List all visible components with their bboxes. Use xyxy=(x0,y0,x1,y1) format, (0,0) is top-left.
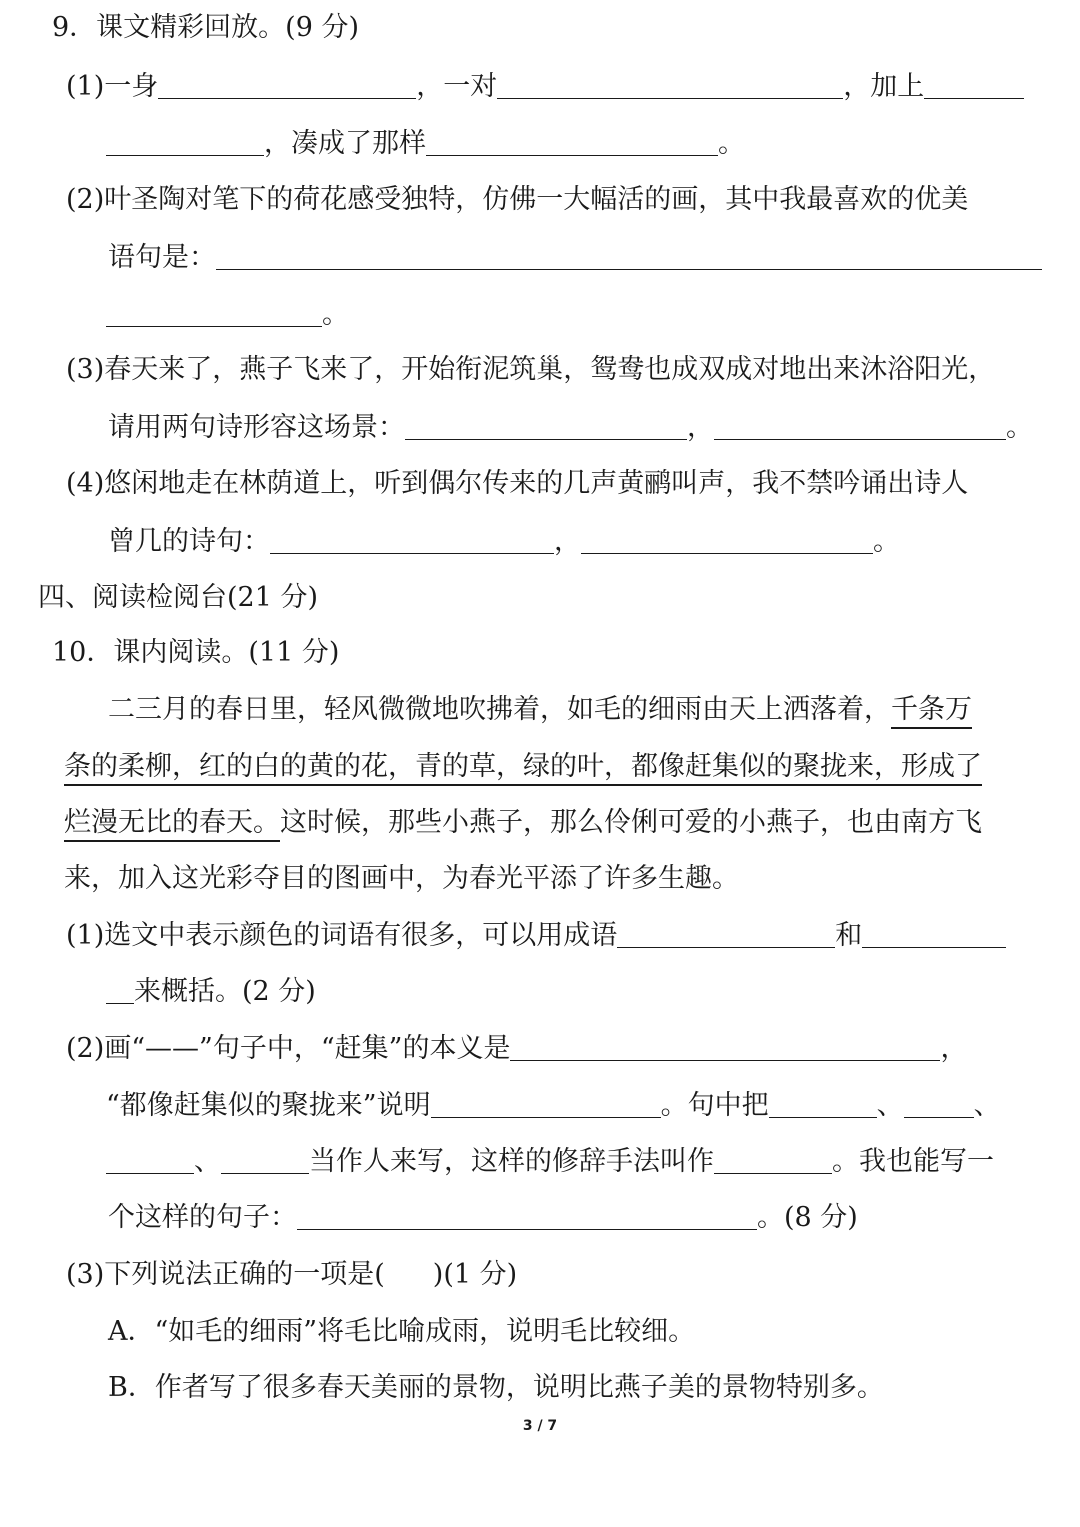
q10-2-line2: “都像赶集似的聚拢来”说明 。句中把 、 、 xyxy=(106,1086,1001,1126)
page-number: 3 / 7 xyxy=(522,1418,558,1434)
blank-field[interactable] xyxy=(862,917,1006,948)
blank-field[interactable] xyxy=(431,1087,661,1118)
blank-field[interactable] xyxy=(216,239,1042,270)
q10-2-line4: 个这样的句子： 。(8 分) xyxy=(108,1198,858,1238)
q9-2-line2: 语句是： xyxy=(108,238,1042,278)
blank-field[interactable] xyxy=(106,296,322,327)
option-b: B．作者写了很多春天美丽的景物，说明比燕子美的景物特别多。 xyxy=(108,1372,884,1403)
blank-field[interactable] xyxy=(714,1143,832,1174)
passage-line: 条的柔柳，红的白的黄的花，青的草，绿的叶，都像赶集似的聚拢来，形成了 xyxy=(64,751,982,782)
blank-field[interactable] xyxy=(426,125,718,156)
q10-2-line1: (2)画“——”句子中，“赶集”的本义是 ， xyxy=(66,1029,967,1069)
blank-field[interactable] xyxy=(106,973,134,1004)
q9-4-line2: 曾几的诗句： ， 。 xyxy=(108,522,900,562)
blank-field[interactable] xyxy=(581,523,873,554)
q9-3-line1: (3)春天来了，燕子飞来了，开始衔泥筑巢，鸳鸯也成双成对地出来沐浴阳光， xyxy=(66,354,996,385)
blank-field[interactable] xyxy=(221,1143,309,1174)
blank-field[interactable] xyxy=(405,409,687,440)
q9-1-line2: ，凑成了那样 。 xyxy=(106,124,745,164)
blank-field[interactable] xyxy=(106,1143,194,1174)
blank-field[interactable] xyxy=(617,917,835,948)
blank-field[interactable] xyxy=(270,523,554,554)
option-a: A．“如毛的细雨”将毛比喻成雨，说明毛比较细。 xyxy=(108,1316,696,1347)
q10-2-line3: 、 当作人来写，这样的修辞手法叫作 。我也能写一 xyxy=(106,1142,994,1182)
q10-1-line2: 来概括。(2 分) xyxy=(106,972,316,1012)
q10-3-stem: (3)下列说法正确的一项是( )(1 分) xyxy=(66,1259,518,1290)
blank-field[interactable] xyxy=(297,1199,757,1230)
blank-field[interactable] xyxy=(158,68,416,99)
q10-1-line1: (1)选文中表示颜色的词语有很多，可以用成语 和 xyxy=(66,916,1006,956)
blank-field[interactable] xyxy=(904,1087,974,1118)
passage-line: 烂漫无比的春天。这时候，那些小燕子，那么伶俐可爱的小燕子，也由南方飞 xyxy=(64,807,982,838)
section-title: 四、阅读检阅台(21 分) xyxy=(38,582,319,613)
blank-field[interactable] xyxy=(510,1030,940,1061)
blank-field[interactable] xyxy=(106,125,264,156)
blank-field[interactable] xyxy=(924,68,1024,99)
blank-field[interactable] xyxy=(497,68,843,99)
q9-4-line1: (4)悠闲地走在林荫道上，听到偶尔传来的几声黄鹂叫声，我不禁吟诵出诗人 xyxy=(66,468,969,499)
q10-title: 10．课内阅读。(11 分) xyxy=(52,637,340,668)
passage-line: 二三月的春日里，轻风微微地吹拂着，如毛的细雨由天上洒落着，千条万 xyxy=(108,694,972,725)
q9-2-line1: (2)叶圣陶对笔下的荷花感受独特，仿佛一大幅活的画，其中我最喜欢的优美 xyxy=(66,184,969,215)
q9-1-line1: (1)一身 ，一对 ，加上 xyxy=(66,67,1024,107)
blank-field[interactable] xyxy=(714,409,1006,440)
q9-3-line2: 请用两句诗形容这场景： ， 。 xyxy=(108,408,1033,448)
passage-line: 来，加入这光彩夺目的图画中，为春光平添了许多生趣。 xyxy=(64,863,739,894)
blank-field[interactable] xyxy=(769,1087,877,1118)
q9-2-line3: 。 xyxy=(106,295,349,335)
q9-title: 9．课文精彩回放。(9 分) xyxy=(52,12,360,43)
